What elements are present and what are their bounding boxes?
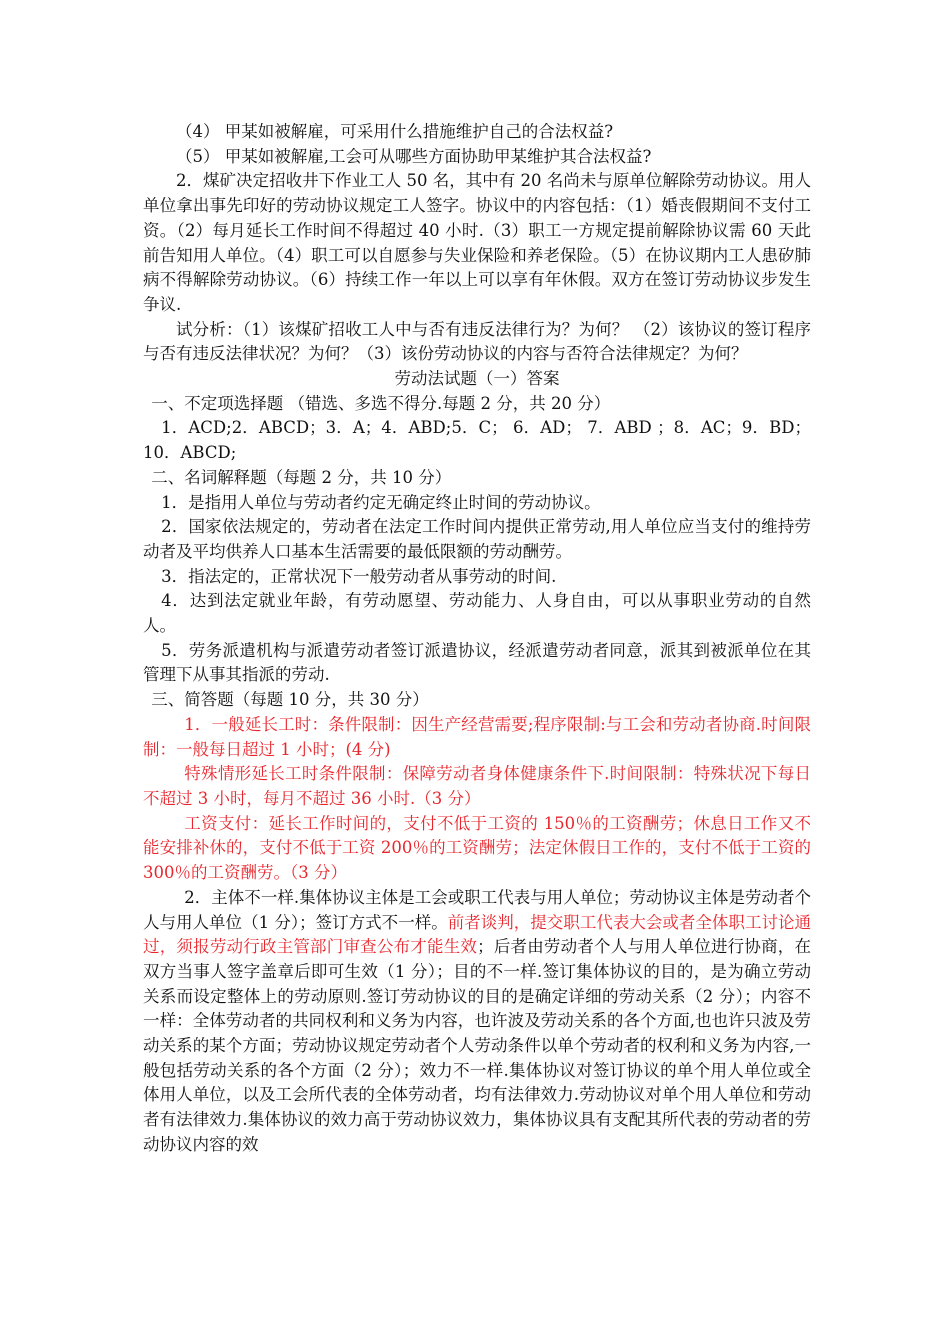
- section2-item-5: 5．劳务派遣机构与派遣劳动者签订派遣协议，经派遣劳动者同意，派其到被派单位在其管理下从事其指派的劳动.: [143, 640, 811, 685]
- section3-answer2: [143, 886, 811, 1158]
- section2-item-4: 4．达到法定就业年龄，有劳动愿望、劳动能力、人身自由，可以从事职业劳动的自然人。: [143, 591, 811, 636]
- answers-title: 劳动法试题（一）答案: [394, 369, 560, 389]
- section3-heading: 三、简答题（每题 10 分，共 30 分）: [151, 690, 429, 710]
- question-5: （5） 甲某如被解雇,工会可从哪些方面协助甲某维护其合法权益?: [176, 146, 652, 166]
- section2-heading: 二、名词解释题（每题 2 分，共 10 分）: [151, 467, 452, 487]
- section2-item-1: 1．是指用人单位与劳动者约定无确定终止时间的劳动协议。: [161, 492, 601, 512]
- case-2-paragraph: 2．煤矿决定招收井下作业工人 50 名，其中有 20 名尚未与原单位解除劳动协议。用人单位拿出事先印好的劳动协议规定工人签字。协议中的内容包括：（1）婚丧假期间不支付工资。（2）每月延长工作时间不得超过 40 小时.（3）职工一方规定提前解除协议需 60 天此前告知用人单位。（4）职工可以自愿参与失业保险和养老保险。（5）在协议期内工人患矽肺病不得解除劳动协议。（6）持续工作一年以上可以享有年休假。双方在签订劳动协议步发生争议.: [143, 171, 811, 314]
- section3-answer1-part3: 工资支付：延长工作时间的，支付不低于工资的 150％的工资酬劳；休息日工作又不能安排补休的，支付不低于工资 200％的工资酬劳；法定休假日工作的，支付不低于工资的 300％的工资酬劳。（3 分）: [143, 813, 811, 883]
- question-4: （4） 甲某如被解雇，可采用什么措施维护自己的合法权益?: [176, 122, 614, 141]
- section3-answer1-part2: 特殊情形延长工时条件限制：保障劳动者身体健康条件下.时间限制：特殊状况下每日不超过 3 小时，每月不超过 36 小时.（3 分）: [143, 764, 811, 808]
- section3-answer2-text-b: ；后者由劳动者个人与用人单位进行协商，在双方当事人签字盖章后即可生效（1 分）；目的不一样.签订集体协议的目的，是为确立劳动关系而设定整体上的劳动原则.签订劳动协议的目的是确定详细的劳动关系（2 分）；内容不一样：全体劳动者的共同权利和义务为内容，也许波及劳动关系的各个方面,也也许只波及劳动关系的某个方面；劳动协议规定劳动者个人劳动条件以单个劳动者的权利和义务为内容,一般包括劳动关系的各个方面（2 分）；效力不一样.集体协议对签订协议的单个用人单位或全体用人单位，以及工会所代表的全体劳动者，均有法律效力.劳动协议对单个用人单位和劳动者有法律效力.集体协议的效力高于劳动协议效力，集体协议具有支配其所代表的劳动者的劳动协议内容的效: [143, 937, 812, 1154]
- section3-answer1-part1: 1．一般延长工时：条件限制：因生产经营需要;程序限制:与工会和劳动者协商.时间限制：一般每日超过 1 小时；(4 分): [143, 714, 811, 759]
- section1-heading: 一、不定项选择题 （错选、多选不得分.每题 2 分，共 20 分）: [151, 393, 611, 413]
- section2-item-2: 2．国家依法规定的，劳动者在法定工作时间内提供正常劳动,用人单位应当支付的维持劳动者及平均供养人口基本生活需要的最低限额的劳动酬劳。: [143, 517, 811, 561]
- analysis-paragraph: 试分析：（1）该煤矿招收工人中与否有违反法律行为？为何？ （2）该协议的签订程序与否有违反法律状况？为何？（3）该份劳动协议的内容与否符合法律规定？为何？: [143, 319, 811, 364]
- section3-answer2-text-a: 2．主体不一样.集体协议主体是工会或职工代表与用人单位；劳动协议主体是劳动者个人与用人单位（1 分）；签订方式不一样。: [143, 887, 811, 932]
- section1-answers: 1．ACD;2．ABCD；3．A；4．ABD;5．C； 6．AD； 7．ABD ；8．AC；9．BD； 10．ABCD;: [143, 418, 811, 463]
- section3-answer2-highlight: 前者谈判，提交职工代表大会或者全体职工讨论通过，须报劳动行政主管部门审查公布才能生效: [143, 912, 811, 957]
- document-page: [143, 120, 811, 1158]
- section2-item-3: 3．指法定的，正常状况下一般劳动者从事劳动的时间.: [161, 566, 557, 586]
